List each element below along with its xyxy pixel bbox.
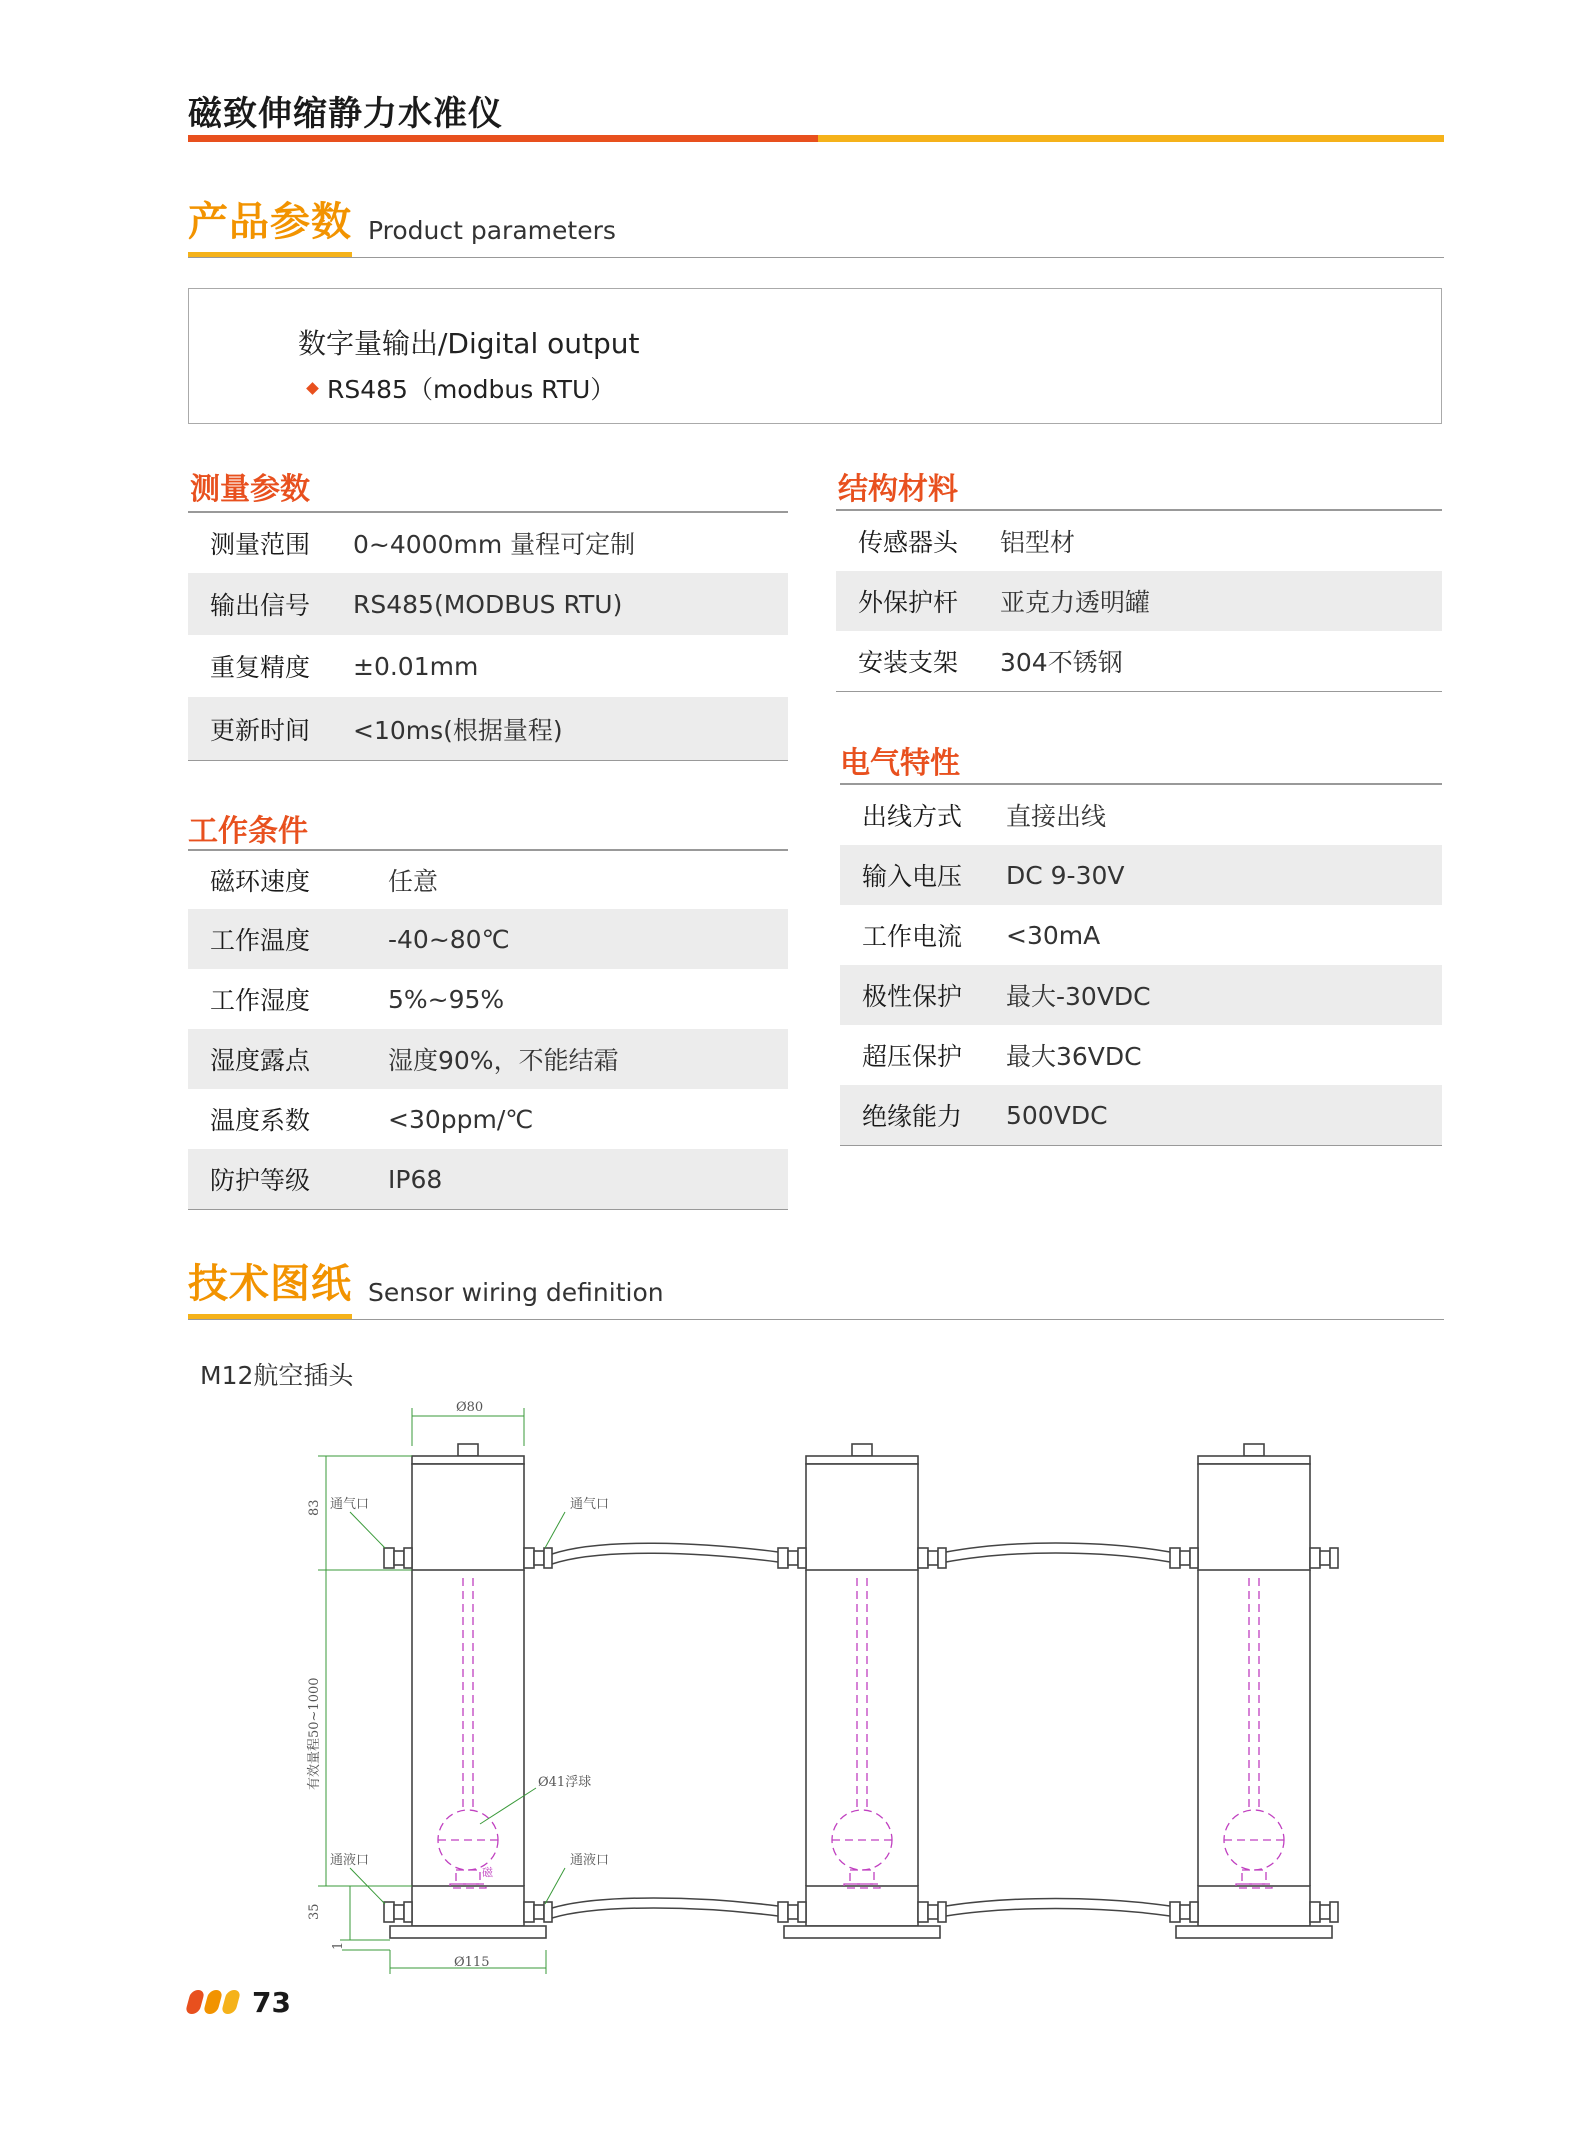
digital-output-title: 数字量输出/Digital output bbox=[298, 327, 640, 360]
measure-params-title: 测量参数 bbox=[190, 472, 310, 507]
row-key: 测量范围 bbox=[210, 530, 311, 559]
row-value: IP68 bbox=[388, 1164, 443, 1194]
port-label-bottom-left: 通液口 bbox=[330, 1853, 370, 1868]
structure-materials-title: 结构材料 bbox=[838, 472, 958, 507]
footer-dots bbox=[188, 1990, 242, 2014]
row-key: 工作温度 bbox=[210, 926, 311, 955]
row-key: 输出信号 bbox=[210, 591, 311, 620]
row-value: <30mA bbox=[1006, 920, 1101, 950]
magnet-mark: 磁 bbox=[482, 1866, 493, 1879]
row-key: 绝缘能力 bbox=[862, 1102, 963, 1131]
float-label: Ø41浮球 bbox=[538, 1775, 592, 1790]
dim-35: 35 bbox=[307, 1903, 322, 1920]
footer-dot-icon bbox=[221, 1990, 241, 2014]
dim-d80: Ø80 bbox=[456, 1400, 484, 1415]
sensor-unit-1 bbox=[390, 1444, 546, 1938]
row-value: DC 9-30V bbox=[1006, 860, 1125, 890]
vent-label-top-left: 通气口 bbox=[330, 1497, 370, 1512]
section-title-cn: 技术图纸 bbox=[188, 1262, 352, 1319]
row-value: -40~80℃ bbox=[388, 924, 510, 954]
row-value: 直接出线 bbox=[1006, 802, 1107, 831]
connecting-hoses bbox=[552, 1543, 1170, 1918]
row-key: 安装支架 bbox=[858, 648, 959, 677]
row-key: 输入电压 bbox=[862, 862, 963, 891]
row-value: 最大-30VDC bbox=[1006, 982, 1151, 1011]
row-key: 传感器头 bbox=[858, 528, 959, 557]
row-value: 任意 bbox=[388, 867, 439, 896]
row-value: ±0.01mm bbox=[353, 651, 479, 681]
dim-range: 有效量程50~1000 bbox=[307, 1677, 322, 1790]
sensor-unit-3 bbox=[1176, 1444, 1332, 1938]
working-conditions-title: 工作条件 bbox=[188, 814, 308, 849]
port-label-bottom-right: 通液口 bbox=[570, 1853, 610, 1868]
section-title-en: Product parameters bbox=[368, 216, 616, 245]
row-key: 更新时间 bbox=[210, 715, 311, 745]
row-value: 湿度90%，不能结霜 bbox=[388, 1046, 619, 1075]
dim-1: 1 bbox=[331, 1941, 346, 1950]
sensor-unit-2 bbox=[784, 1444, 940, 1938]
row-value: 500VDC bbox=[1006, 1100, 1108, 1130]
row-value: 亚克力透明罐 bbox=[1000, 588, 1151, 617]
vent-label-top-right: 通气口 bbox=[570, 1497, 610, 1512]
row-key: 湿度露点 bbox=[210, 1046, 311, 1075]
row-value: 5%~95% bbox=[388, 984, 505, 1014]
row-key: 出线方式 bbox=[862, 802, 963, 831]
section-title-en: Sensor wiring definition bbox=[368, 1278, 664, 1307]
electrical-title: 电气特性 bbox=[840, 746, 960, 781]
digital-output-value: RS485（modbus RTU） bbox=[327, 375, 616, 404]
dim-d115: Ø115 bbox=[454, 1955, 490, 1970]
row-value: 304不锈钢 bbox=[1000, 648, 1123, 677]
page-number: 73 bbox=[252, 1986, 291, 2019]
row-key: 温度系数 bbox=[210, 1106, 311, 1135]
row-value: 0~4000mm 量程可定制 bbox=[353, 530, 636, 559]
row-key: 防护等级 bbox=[210, 1166, 311, 1195]
row-key: 重复精度 bbox=[210, 653, 311, 682]
row-value: RS485(MODBUS RTU) bbox=[353, 589, 623, 619]
row-value: 最大36VDC bbox=[1006, 1042, 1142, 1071]
row-key: 工作电流 bbox=[862, 922, 963, 951]
row-value: <30ppm/℃ bbox=[388, 1104, 534, 1134]
row-key: 极性保护 bbox=[862, 982, 963, 1011]
row-key: 磁环速度 bbox=[210, 867, 311, 896]
row-key: 工作湿度 bbox=[210, 986, 311, 1015]
row-key: 外保护杆 bbox=[858, 588, 959, 617]
row-key: 超压保护 bbox=[862, 1042, 963, 1071]
section-title-cn: 产品参数 bbox=[188, 200, 352, 257]
drawing-caption: M12航空插头 bbox=[200, 1361, 354, 1390]
dim-83: 83 bbox=[307, 1499, 322, 1516]
footer-dot-icon bbox=[185, 1990, 205, 2014]
row-value: 铝型材 bbox=[1000, 528, 1076, 557]
footer-dot-icon bbox=[203, 1990, 223, 2014]
row-value: <10ms(根据量程) bbox=[353, 715, 563, 745]
page-title: 磁致伸缩静力水准仪 bbox=[188, 94, 503, 134]
